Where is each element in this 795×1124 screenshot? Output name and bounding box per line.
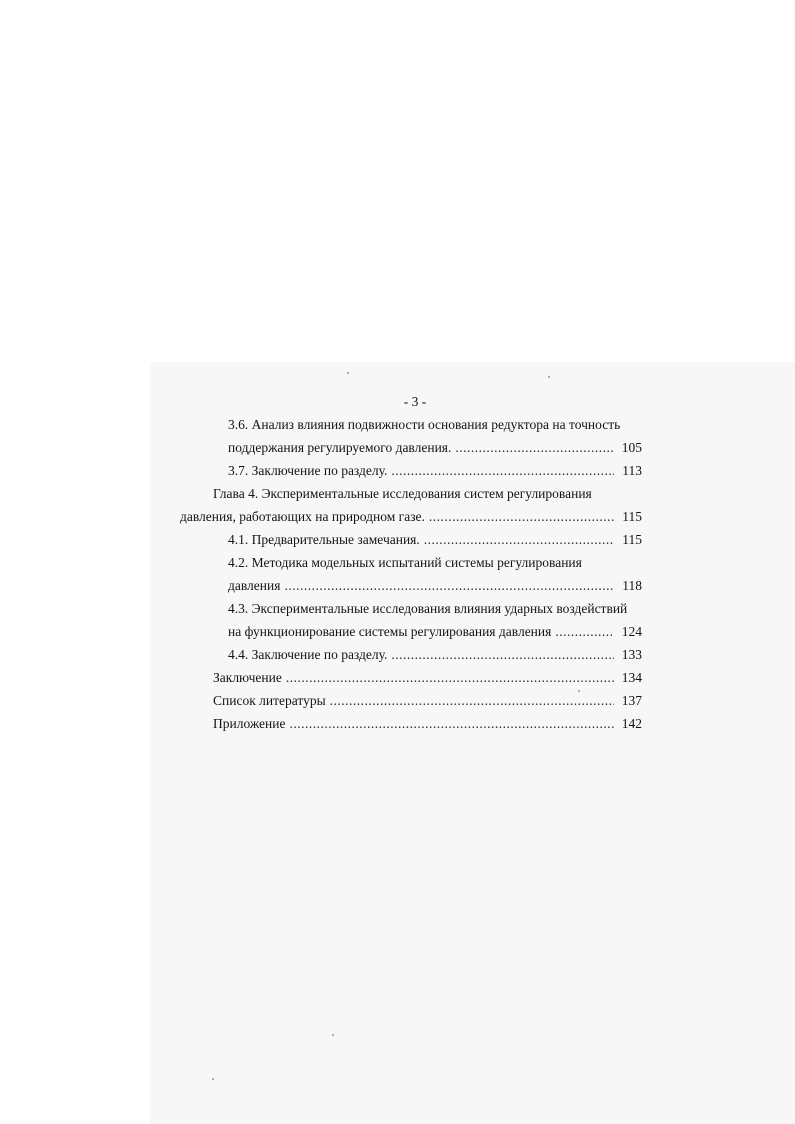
toc-entry-label: давления (228, 578, 281, 593)
toc-entry-chapter-4-line1: Глава 4. Экспериментальные исследования систем регулирования (213, 486, 592, 501)
toc-entry-appendix[interactable] (213, 715, 642, 733)
toc-entry-4-1[interactable] (228, 531, 642, 549)
dot-leader (429, 508, 614, 526)
dot-leader (555, 623, 614, 641)
toc-entry-label: Приложение (213, 716, 286, 731)
dot-leader (289, 715, 614, 733)
toc-entry-chapter-4[interactable] (180, 508, 642, 526)
toc-entry-4-2-line1: 4.2. Методика модельных испытаний системы регулирования (228, 555, 582, 570)
scan-speck (578, 690, 580, 692)
dot-leader (391, 462, 614, 480)
toc-entry-3-7[interactable] (228, 462, 642, 480)
dot-leader (391, 646, 614, 664)
scan-speck (347, 372, 349, 374)
dot-leader (286, 669, 614, 687)
toc-entry-label: 3.7. Заключение по разделу. (228, 463, 388, 478)
toc-entry-references[interactable] (213, 692, 642, 710)
dot-leader (330, 692, 614, 710)
toc-entry-label: поддержания регулируемого давления. (228, 440, 452, 455)
dot-leader (424, 531, 614, 549)
toc-entry-label: Список литературы (213, 693, 326, 708)
toc-page-number: 124 (621, 624, 642, 639)
toc-entry-conclusion[interactable] (213, 669, 642, 687)
toc-entry-4-3[interactable] (228, 623, 642, 641)
toc-entry-label: на функционирование системы регулирования давления (228, 624, 552, 639)
toc-entry-label: Заключение (213, 670, 282, 685)
toc-page-number: 115 (622, 532, 642, 547)
scan-speck (212, 1078, 214, 1080)
dot-leader (455, 439, 614, 457)
toc-page-number: 118 (622, 578, 642, 593)
toc-page-number: 115 (622, 509, 642, 524)
scan-speck (548, 376, 550, 378)
toc-page-number: 113 (622, 463, 642, 478)
toc-page-number: 142 (621, 716, 642, 731)
scan-speck (332, 1034, 334, 1036)
toc-page-number: 137 (621, 693, 642, 708)
toc-entry-3-6-line1: 3.6. Анализ влияния подвижности основания редуктора на точность (228, 417, 621, 432)
page-number: - 3 - (403, 394, 427, 409)
toc-entry-4-3-line1: 4.3. Экспериментальные исследования влияния ударных воздействий (228, 601, 628, 616)
toc-entry-label: давления, работающих на природном газе. (180, 509, 425, 524)
toc-entry-3-6[interactable] (228, 439, 642, 457)
toc-entry-4-2[interactable] (228, 577, 642, 595)
toc-entry-label: 4.4. Заключение по разделу. (228, 647, 388, 662)
toc-page-number: 134 (621, 670, 642, 685)
toc-page-number: 133 (621, 647, 642, 662)
dot-leader (284, 577, 614, 595)
toc-entry-4-4[interactable] (228, 646, 642, 664)
toc-entry-label: 4.1. Предварительные замечания. (228, 532, 420, 547)
toc-page-number: 105 (621, 440, 642, 455)
